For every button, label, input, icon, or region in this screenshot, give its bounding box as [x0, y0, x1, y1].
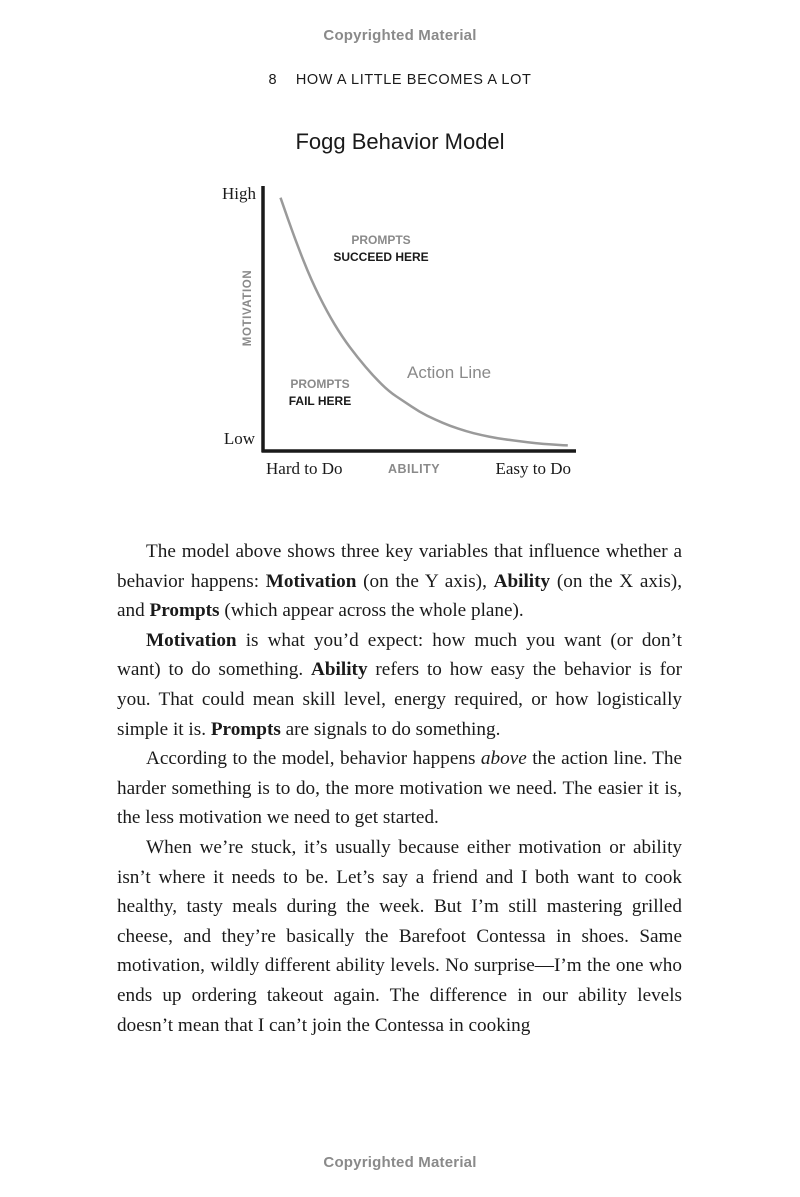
- copyright-watermark-top: Copyrighted Material: [323, 27, 477, 44]
- text-run: The model above shows three key variables that influence whether a behavior happens:: [117, 541, 682, 592]
- bold-term: Ability: [493, 570, 551, 592]
- y-tick-high: High: [222, 184, 256, 203]
- body-paragraph: [117, 833, 682, 1040]
- prompts-succeed-label-top: PROMPTS: [351, 233, 411, 247]
- bold-term: Prompts: [210, 718, 281, 740]
- body-paragraph: [117, 626, 682, 744]
- x-tick-easy: Easy to Do: [495, 459, 571, 478]
- text-run: is what you’d expect: how much you want (or don’t want) to do something.: [117, 629, 682, 681]
- fogg-behavior-chart: [210, 178, 590, 488]
- text-run: According to the model, behavior happens: [146, 748, 481, 770]
- bold-term: Prompts: [149, 600, 220, 622]
- running-header: [0, 72, 800, 88]
- body-paragraph: [117, 744, 682, 833]
- text-run: (which appear across the whole plane).: [219, 600, 524, 622]
- page-number: 8: [268, 72, 278, 88]
- prompts-fail-label-top: PROMPTS: [290, 377, 350, 391]
- prompts-fail-label-bottom: FAIL HERE: [288, 394, 352, 408]
- figure-title: Fogg Behavior Model: [295, 129, 505, 154]
- text-run: When we’re stuck, it’s usually because either motivation or ability isn’t where it needs to be. Let’s say a friend and I both want to cook healthy, tasty meals during the week. But I’m still mastering grilled cheese, and they’re basically the Barefoot Contessa in shoes. Same motivation, wildly different ability levels. No surprise—I’m the one who ends up ordering takeout again. The difference in our ability levels doesn’t mean that I can’t join the Contessa in cooking: [117, 836, 682, 1036]
- text-run: the action line. The harder something is to do, the more motivation we need. The easier it is, the less motivation we need to get started.: [117, 748, 682, 829]
- running-title: HOW A LITTLE BECOMES A LOT: [295, 72, 532, 88]
- bold-term: Motivation: [265, 570, 357, 592]
- body-text: [117, 537, 682, 1040]
- text-run: are signals to do something.: [280, 718, 501, 740]
- prompts-succeed-label-bottom: SUCCEED HERE: [333, 250, 429, 264]
- y-axis-label: MOTIVATION: [242, 269, 254, 347]
- body-paragraph: [117, 537, 682, 626]
- text-run: (on the Y axis),: [356, 570, 494, 592]
- copyright-watermark-bottom: Copyrighted Material: [323, 1154, 477, 1171]
- action-line-label: Action Line: [407, 363, 492, 382]
- action-line-curve: [281, 198, 568, 446]
- x-axis-label: ABILITY: [387, 462, 441, 476]
- y-tick-low: Low: [223, 429, 255, 448]
- x-tick-hard: Hard to Do: [266, 459, 343, 478]
- text-run: (on the X axis), and: [117, 570, 682, 622]
- italic-term: above: [480, 748, 527, 770]
- bold-term: Motivation: [146, 629, 237, 651]
- bold-term: Ability: [311, 659, 368, 681]
- text-run: refers to how easy the behavior is for you. That could mean skill level, energy required, or how logistically simple it is.: [117, 659, 682, 740]
